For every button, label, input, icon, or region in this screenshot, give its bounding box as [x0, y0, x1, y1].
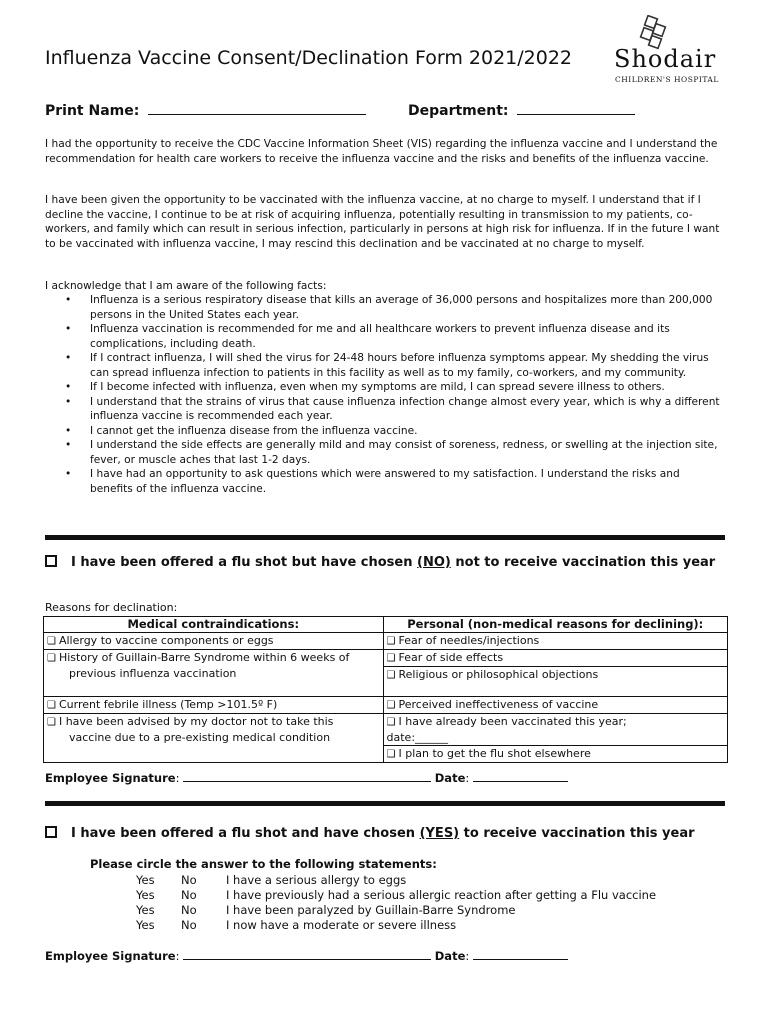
checkbox-icon[interactable]: ❑	[386, 749, 396, 760]
checkbox-icon[interactable]: ❑	[386, 700, 396, 711]
no-option[interactable]: No	[181, 903, 197, 917]
checkbox-icon[interactable]: ❑	[47, 717, 56, 728]
no-option[interactable]: No	[181, 918, 197, 932]
reason-needles[interactable]: ❑ Fear of needles/injections	[383, 633, 727, 650]
print-name-line[interactable]	[148, 101, 366, 115]
statement-text: I have previously had a serious allergic reaction after getting a Flu vaccine	[226, 888, 657, 902]
reason-doctor-advised[interactable]: ❑ I have been advised by my doctor not to take this vaccine due to a pre-existing medical condition	[44, 714, 384, 763]
accept-heading: I have been offered a flu shot and have chosen (YES) to receive vaccination this year	[45, 825, 730, 842]
statement-row	[136, 918, 456, 933]
accept-checkbox[interactable]	[45, 826, 57, 838]
decline-signature-row: Employee Signature: Date:	[45, 770, 568, 785]
facts-list	[45, 293, 725, 496]
statement-row	[136, 873, 406, 888]
reason-allergy[interactable]: ❑ Allergy to vaccine components or eggs	[44, 633, 384, 650]
checkbox-icon[interactable]: ❑	[386, 636, 396, 647]
statement-text: I now have a moderate or severe illness	[226, 918, 457, 932]
medical-header: Medical contraindications:	[44, 617, 384, 633]
yes-option[interactable]: Yes	[136, 918, 155, 932]
print-name-field[interactable]	[45, 101, 366, 119]
decline-heading: I have been offered a flu shot but have chosen (NO) not to receive vaccination this year	[45, 554, 730, 571]
section-divider	[45, 535, 725, 540]
list-item: • Influenza is a serious respiratory disease that kills an average of 36,000 persons and hospitalizes more than 200,000 persons in the United States each year.	[45, 293, 725, 322]
print-name-label: Print Name:	[45, 103, 140, 119]
statement-row	[136, 903, 515, 918]
date-line[interactable]	[473, 948, 568, 960]
yes-option[interactable]: Yes	[136, 873, 155, 887]
accept-signature-row: Employee Signature: Date:	[45, 948, 568, 963]
no-option[interactable]: No	[181, 873, 197, 887]
yes-option[interactable]: Yes	[136, 903, 155, 917]
yes-option[interactable]: Yes	[136, 888, 155, 902]
checkbox-icon[interactable]: ❑	[47, 653, 56, 664]
checkbox-icon[interactable]: ❑	[47, 700, 56, 711]
signature-line[interactable]	[183, 770, 431, 782]
reason-elsewhere[interactable]: ❑ I plan to get the flu shot elsewhere	[383, 746, 727, 763]
facts-intro: I acknowledge that I am aware of the following facts:	[45, 280, 327, 292]
section-divider	[45, 801, 725, 806]
reason-side-effects[interactable]: ❑ Fear of side effects	[383, 650, 727, 667]
department-field[interactable]	[408, 101, 635, 119]
department-label: Department:	[408, 103, 509, 119]
decline-checkbox[interactable]	[45, 555, 57, 567]
checkbox-icon[interactable]: ❑	[386, 670, 396, 681]
reasons-label: Reasons for declination:	[45, 601, 178, 614]
logo-wordmark: Shodair	[614, 45, 717, 73]
form-title: Influenza Vaccine Consent/Declination Form 2021/2022	[45, 47, 573, 69]
declination-reasons-table	[43, 616, 728, 763]
vis-statement: I had the opportunity to receive the CDC Vaccine Information Sheet (VIS) regarding the influenza vaccine and I understand the recommendation for health care workers to receive the influenza vaccine and the risks and benefits of the influenza vaccine.	[45, 138, 718, 165]
list-item: • I understand that the strains of virus that cause influenza infection change almost every year, which is why a different influenza vaccine is recommended each year.	[45, 395, 725, 424]
no-option[interactable]: No	[181, 888, 197, 902]
statement-text: I have been paralyzed by Guillain-Barre Syndrome	[226, 903, 516, 917]
list-item: • I understand the side effects are generally mild and may consist of soreness, redness, or swelling at the injection site, fever, or muscle aches that last 1-2 days.	[45, 438, 725, 467]
reason-gbs[interactable]: ❑ History of Guillain-Barre Syndrome within 6 weeks of previous influenza vaccination	[44, 650, 384, 697]
decline-choice: (NO)	[417, 555, 451, 570]
signature-label: Employee Signature	[45, 949, 176, 963]
declination-statement: I have been given the opportunity to be vaccinated with the influenza vaccine, at no charge to myself. I understand that if I decline the vaccine, I continue to be at risk of acquiring influenza, potentially resulting in transmission to my patients, co-workers, and family which can result in serious infection, particularly in persons at high risk for influenza. If in the future I want to be vaccinated with influenza vaccine, I may rescind this declination and be vaccinated at no charge to myself.	[45, 194, 720, 250]
checkbox-icon[interactable]: ❑	[386, 717, 396, 728]
list-item: • I cannot get the influenza disease from the influenza vaccine.	[45, 424, 725, 439]
date-label: Date	[434, 949, 466, 963]
statement-text: I have a serious allergy to eggs	[226, 873, 407, 887]
date-line[interactable]	[473, 770, 568, 782]
list-item: • Influenza vaccination is recommended for me and all healthcare workers to prevent influenza disease and its complications, including death.	[45, 322, 725, 351]
reason-already-vaccinated[interactable]: ❑ I have already been vaccinated this year; date:______	[383, 714, 727, 746]
department-line[interactable]	[517, 101, 635, 115]
circle-instruction: Please circle the answer to the following statements:	[90, 857, 437, 871]
personal-header: Personal (non-medical reasons for declining):	[383, 617, 727, 633]
checkbox-icon[interactable]: ❑	[386, 653, 396, 664]
shodair-logo	[612, 15, 722, 85]
checkbox-icon[interactable]: ❑	[47, 636, 56, 647]
accept-choice: (YES)	[419, 826, 460, 841]
date-label: Date	[434, 771, 466, 785]
list-item: • If I contract influenza, I will shed the virus for 24-48 hours before influenza symptoms appear. My shedding the virus can spread influenza infection to patients in this facility as well as to my family, co-workers, and my community.	[45, 351, 725, 380]
reason-ineffective[interactable]: ❑ Perceived ineffectiveness of vaccine	[383, 697, 727, 714]
signature-label: Employee Signature	[45, 771, 176, 785]
statement-row	[136, 888, 656, 903]
signature-line[interactable]	[183, 948, 431, 960]
reason-febrile[interactable]: ❑ Current febrile illness (Temp >101.5º F)	[44, 697, 384, 714]
list-item: • I have had an opportunity to ask questions which were answered to my satisfaction. I understand the risks and benefits of the influenza vaccine.	[45, 467, 725, 496]
reason-religious[interactable]: ❑ Religious or philosophical objections	[383, 667, 727, 697]
list-item: • If I become infected with influenza, even when my symptoms are mild, I can spread severe illness to others.	[45, 380, 725, 395]
logo-subtitle: CHILDREN'S HOSPITAL	[615, 75, 719, 84]
